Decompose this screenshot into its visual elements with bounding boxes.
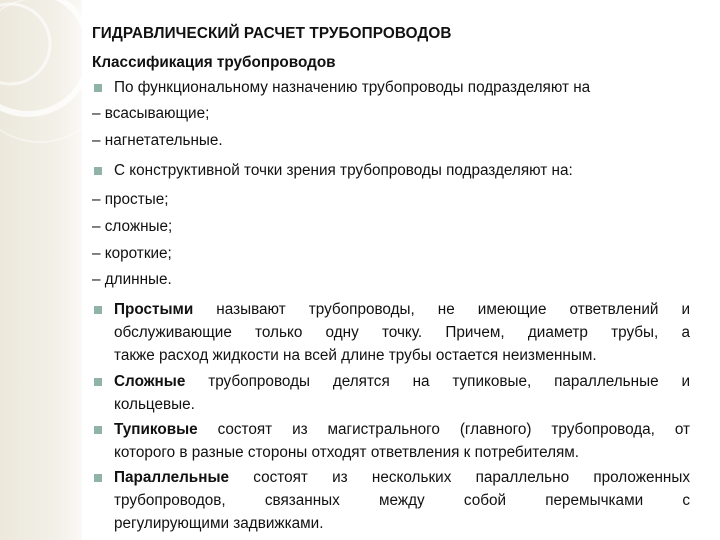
list-item: – сложные; — [92, 218, 173, 235]
text-line: состоят из магистрального (главного) трубопровода, от — [197, 421, 690, 438]
text-line: кольцевые. — [114, 396, 195, 413]
bullet-text: По функциональному назначению трубопроводы подразделяют на — [114, 79, 591, 96]
bullet-text: С конструктивной точки зрения трубопроводы подразделяют на: — [114, 162, 573, 179]
term-dead-end: Тупиковые — [114, 421, 198, 438]
slide-content — [92, 0, 696, 540]
square-bullet-icon — [94, 84, 102, 92]
text-line: регулирующими задвижками. — [114, 515, 324, 532]
term-complex: Сложные — [114, 373, 186, 390]
text-line: трубопроводы делятся на тупиковые, параллельные и — [185, 373, 690, 390]
text-line: состоят из нескольких параллельно проложенных — [229, 469, 690, 486]
list-item: – короткие; — [92, 245, 172, 262]
square-bullet-icon — [94, 306, 102, 314]
term-parallel: Параллельные — [114, 469, 230, 486]
bullet-text — [114, 418, 690, 464]
square-bullet-icon — [94, 426, 102, 434]
list-item: – всасывающие; — [92, 105, 210, 122]
text-line: обслуживающие только одну точку. Причем, диаметр трубы, а — [114, 324, 690, 341]
text-line: называют трубопроводы, не имеющие ответвлений и — [193, 301, 690, 318]
bullet-text — [114, 298, 690, 367]
text-line: которого в разные стороны отходят ответвления к потребителям. — [114, 444, 580, 461]
list-item: – простые; — [92, 191, 169, 208]
bullet-text — [114, 466, 690, 535]
list-item: – длинные. — [92, 271, 172, 288]
bullet-text — [114, 370, 690, 416]
term-simple: Простыми — [114, 301, 194, 318]
slide-title: ГИДРАВЛИЧЕСКИЙ РАСЧЕТ ТРУБОПРОВОДОВ — [92, 25, 452, 42]
square-bullet-icon — [94, 378, 102, 386]
text-line: также расход жидкости на всей длине трубы остается неизменным. — [114, 347, 597, 364]
square-bullet-icon — [94, 167, 102, 175]
list-item: – нагнетательные. — [92, 132, 223, 149]
text-line: трубопроводов, связанных между собой перемычками с — [114, 492, 690, 509]
square-bullet-icon — [94, 474, 102, 482]
section-subtitle: Классификация трубопроводов — [92, 54, 336, 71]
